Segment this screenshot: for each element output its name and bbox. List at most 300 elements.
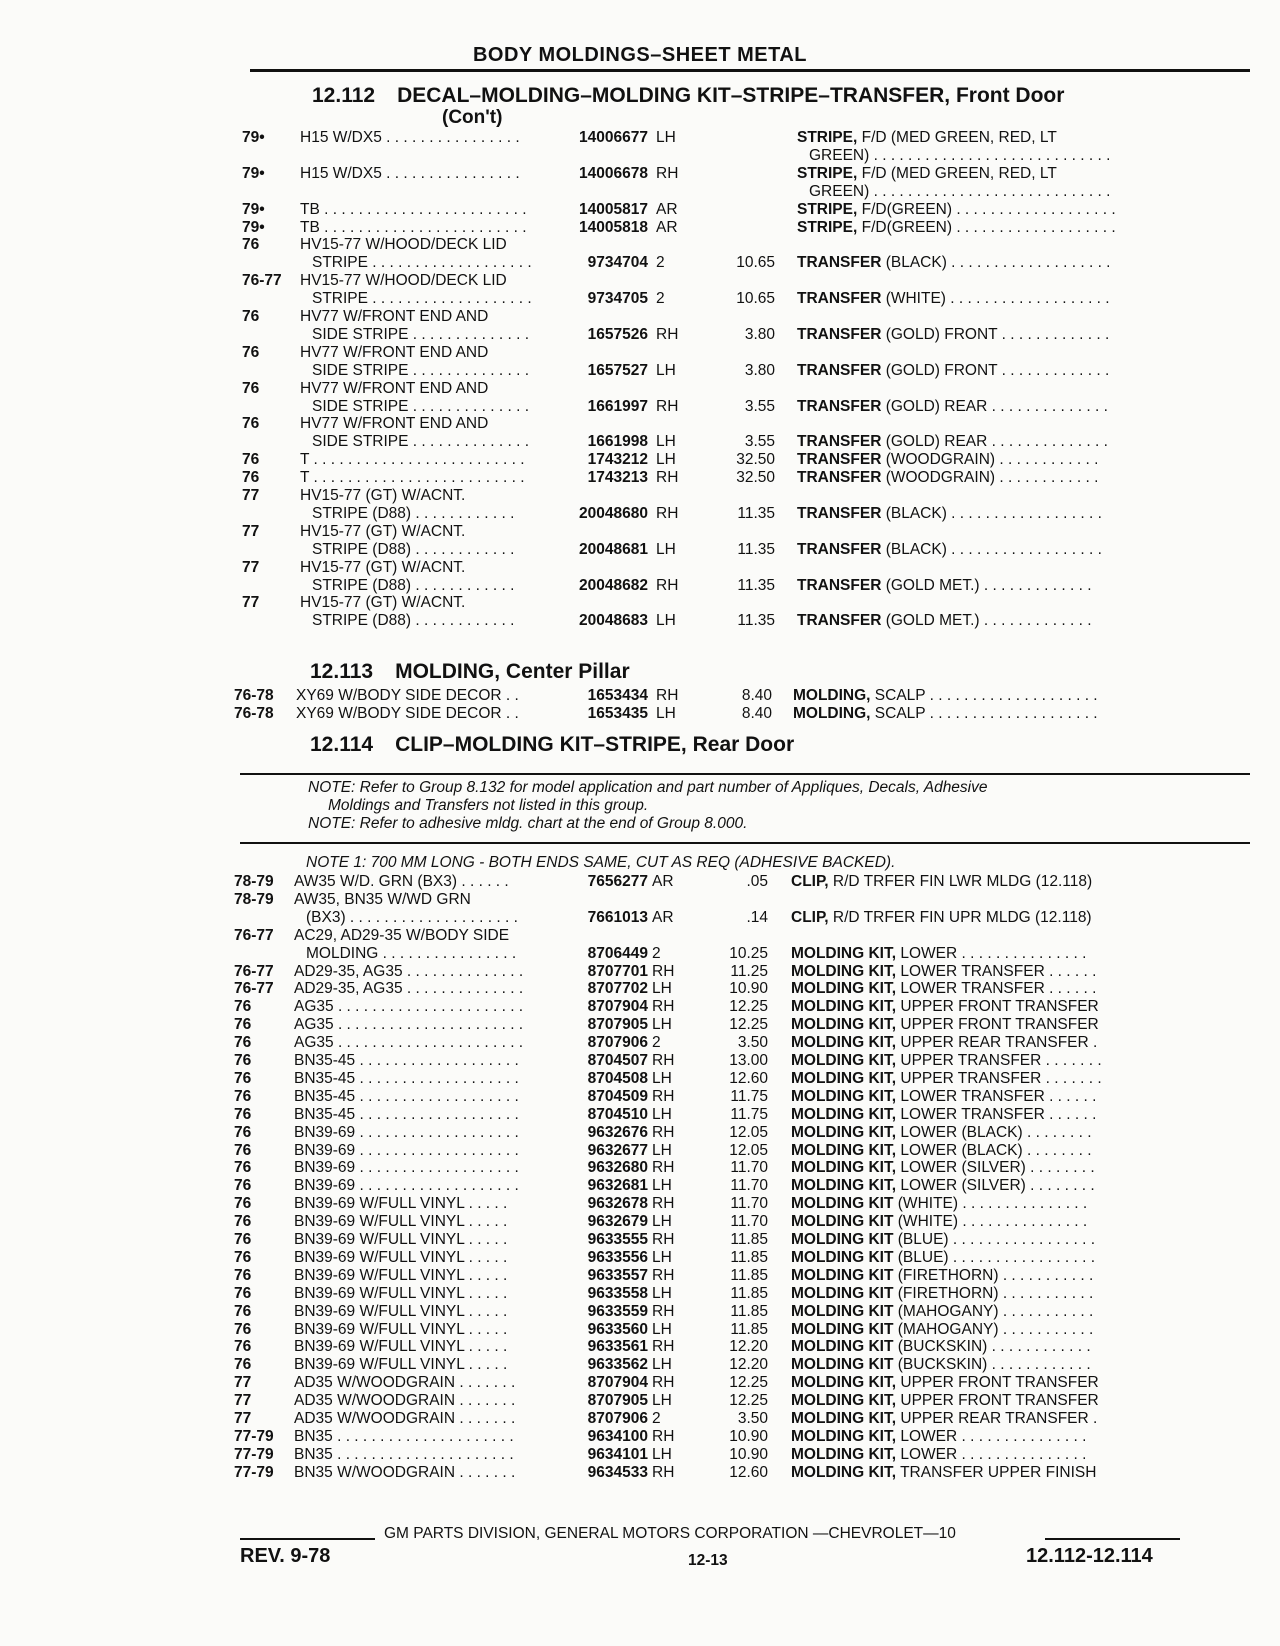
price: 12.05	[729, 1141, 768, 1159]
table-row	[0, 593, 1280, 612]
description-continuation	[0, 146, 1280, 165]
table-row	[0, 1087, 1280, 1106]
description-detail: (MAHOGANY) . . . . . . . . . . .	[893, 1302, 1094, 1320]
application: HV15-77 W/HOOD/DECK LID	[300, 272, 507, 290]
description-keyword: STRIPE,	[797, 129, 858, 146]
model-year: 76	[234, 1123, 252, 1141]
table-row	[0, 468, 1280, 487]
table-row	[0, 1302, 1280, 1321]
model-year: 76	[234, 1356, 252, 1374]
model-year: 77	[242, 558, 260, 576]
price: 11.85	[730, 1302, 768, 1320]
application: AD35 W/WOODGRAIN . . . . . . .	[294, 1392, 516, 1410]
description-keyword: MOLDING KIT	[791, 1338, 894, 1356]
part-number: 9632678	[587, 1195, 648, 1213]
part-number: 9632681	[587, 1177, 648, 1195]
description-detail: UPPER FRONT TRANSFER	[896, 1374, 1099, 1392]
description-detail: (GOLD) REAR . . . . . . . . . . . . . .	[881, 397, 1108, 415]
price: 11.70	[730, 1213, 768, 1231]
table-row	[0, 450, 1280, 469]
description	[791, 1373, 1143, 1392]
part-number: 8707701	[587, 962, 648, 980]
description-detail: (BUCKSKIN) . . . . . . . . . . . .	[893, 1356, 1091, 1374]
price: 3.50	[737, 1410, 768, 1427]
application: BN39-69 W/FULL VINYL . . . . .	[294, 1320, 508, 1338]
price: 3.50	[737, 1034, 768, 1052]
quantity: RH	[656, 325, 679, 343]
application: AD35 W/WOODGRAIN . . . . . . .	[294, 1374, 516, 1392]
part-number: 8707906	[587, 1034, 648, 1052]
part-number: 9633555	[587, 1231, 648, 1248]
table-row	[0, 379, 1280, 398]
part-number: 9633562	[587, 1356, 648, 1374]
application-continued: STRIPE (D88) . . . . . . . . . . . .	[312, 612, 515, 630]
description-keyword: MOLDING KIT	[791, 1356, 894, 1374]
table-row	[0, 558, 1280, 577]
part-number: 1743213	[587, 469, 648, 487]
table-row	[0, 414, 1280, 433]
description-keyword: TRANSFER	[797, 433, 882, 451]
application: AD35 W/WOODGRAIN . . . . . . .	[294, 1410, 516, 1427]
description	[791, 1320, 1143, 1339]
price: 11.35	[737, 612, 775, 630]
description-keyword: TRANSFER	[797, 451, 882, 469]
footer-section-range: 12.112-12.114	[1026, 1545, 1153, 1567]
description-keyword: MOLDING KIT,	[791, 1177, 897, 1195]
quantity: RH	[652, 998, 675, 1016]
section-title: CLIP–MOLDING KIT–STRIPE, Rear Door	[395, 733, 795, 756]
price: 12.05	[729, 1123, 768, 1141]
application: BN39-69 W/FULL VINYL . . . . .	[294, 1195, 508, 1213]
section-number: 12.114	[310, 733, 374, 756]
application-continued: STRIPE (D88) . . . . . . . . . . . .	[312, 504, 515, 522]
model-year: 76	[242, 236, 260, 254]
model-year: 76	[234, 998, 252, 1016]
application: H15 W/DX5 . . . . . . . . . . . . . . . .	[300, 164, 520, 182]
quantity: RH	[652, 1052, 675, 1069]
application: BN39-69 W/FULL VINYL . . . . .	[294, 1248, 508, 1266]
description-detail-continued: GREEN) . . . . . . . . . . . . . . . . . . . . . . . . . . . .	[809, 182, 1111, 200]
model-year: 76-77	[242, 272, 282, 290]
price: 11.25	[730, 962, 768, 980]
part-number: 9633558	[587, 1284, 648, 1302]
model-year: 76	[234, 1338, 252, 1356]
description-keyword: MOLDING KIT,	[791, 944, 897, 962]
quantity: RH	[652, 1123, 675, 1141]
description	[791, 979, 1143, 998]
application-continued: STRIPE . . . . . . . . . . . . . . . . . . .	[312, 254, 532, 272]
price: 11.35	[737, 504, 775, 522]
table-row	[0, 164, 1280, 183]
model-year: 77	[242, 594, 260, 612]
model-year: 76	[234, 1069, 252, 1087]
table-row	[0, 1409, 1280, 1428]
quantity: 2	[652, 944, 661, 962]
part-number: 9633557	[587, 1266, 648, 1284]
quantity: LH	[652, 1248, 672, 1266]
description-keyword: MOLDING KIT,	[791, 1392, 897, 1410]
description-keyword: MOLDING KIT,	[791, 1410, 897, 1427]
description	[791, 1248, 1143, 1267]
application: TB . . . . . . . . . . . . . . . . . . . . . . . .	[300, 218, 527, 236]
part-number: 1743212	[587, 451, 648, 469]
table-row	[0, 1194, 1280, 1213]
description-detail: LOWER TRANSFER . . . . . .	[896, 1105, 1097, 1123]
description	[791, 908, 1143, 927]
price: 12.25	[729, 998, 768, 1016]
footer-rule-right	[1045, 1538, 1180, 1540]
description-keyword: MOLDING KIT,	[791, 980, 897, 998]
model-year: 77-79	[234, 1427, 274, 1445]
description-keyword: MOLDING KIT	[791, 1248, 894, 1266]
application: H15 W/DX5 . . . . . . . . . . . . . . . .	[300, 129, 520, 146]
quantity: AR	[656, 200, 678, 218]
price: 11.85	[730, 1320, 768, 1338]
model-year: 76	[234, 1248, 252, 1266]
part-number: 8704509	[587, 1087, 648, 1105]
description-keyword: MOLDING KIT,	[791, 1463, 897, 1481]
description-keyword: MOLDING KIT,	[791, 1123, 897, 1141]
description-keyword: TRANSFER	[797, 361, 882, 379]
model-year: 76-77	[234, 926, 274, 944]
price: 11.70	[730, 1177, 768, 1195]
application: BN39-69 W/FULL VINYL . . . . .	[294, 1302, 508, 1320]
table-row-continuation	[0, 504, 1280, 523]
description-detail: (BLACK) . . . . . . . . . . . . . . . . . . .	[881, 254, 1111, 272]
description-keyword: MOLDING KIT	[791, 1195, 894, 1213]
application: HV15-77 (GT) W/ACNT.	[300, 487, 466, 504]
notes-bottom-rule	[240, 842, 1250, 844]
table-row	[0, 1015, 1280, 1034]
description-detail: (GOLD) REAR . . . . . . . . . . . . . .	[881, 433, 1108, 451]
part-number: 8707702	[587, 980, 648, 998]
part-number: 14006678	[579, 164, 648, 182]
description-detail: SCALP . . . . . . . . . . . . . . . . . . . .	[870, 687, 1098, 704]
quantity: RH	[652, 1266, 675, 1284]
price: 12.20	[729, 1356, 768, 1374]
table-row	[0, 200, 1280, 219]
description	[797, 468, 1147, 487]
model-year: 76	[242, 379, 260, 397]
model-year: 76	[234, 1052, 252, 1069]
description-detail-continued: GREEN) . . . . . . . . . . . . . . . . . . . . . . . . . . . .	[809, 146, 1111, 164]
description-detail: LOWER (BLACK) . . . . . . . .	[896, 1141, 1092, 1159]
price: 11.85	[730, 1231, 768, 1248]
description-keyword: MOLDING,	[793, 705, 871, 722]
part-number: 20048681	[579, 540, 648, 558]
description-keyword: MOLDING KIT,	[791, 1445, 897, 1463]
footer-rule-left	[240, 1538, 375, 1540]
model-year: 79•	[242, 218, 265, 236]
price: 10.25	[729, 944, 768, 962]
description-keyword: TRANSFER	[797, 540, 882, 558]
description	[797, 200, 1147, 219]
table-row	[0, 1230, 1280, 1249]
model-year: 76	[242, 415, 260, 433]
price: 12.25	[729, 1392, 768, 1410]
model-year: 79•	[242, 129, 265, 146]
description-keyword: TRANSFER	[797, 325, 882, 343]
price: 12.25	[729, 1374, 768, 1392]
description-keyword: MOLDING KIT,	[791, 1105, 897, 1123]
description	[791, 1051, 1143, 1070]
quantity: 2	[652, 1034, 661, 1052]
table-row-continuation	[0, 908, 1280, 927]
table-row	[0, 1033, 1280, 1052]
part-number: 14006677	[579, 129, 648, 146]
model-year: 76	[234, 1034, 252, 1052]
part-number: 1657526	[587, 325, 648, 343]
model-year: 76	[234, 1302, 252, 1320]
price: 11.70	[730, 1159, 768, 1177]
part-number: 1653435	[587, 705, 648, 722]
model-year: 77	[234, 1410, 252, 1427]
table-row-continuation	[0, 361, 1280, 380]
description	[791, 1141, 1143, 1160]
price: 10.90	[729, 1445, 768, 1463]
description-detail: LOWER . . . . . . . . . . . . . . .	[896, 1427, 1087, 1445]
part-number: 9634533	[587, 1463, 648, 1481]
description	[791, 944, 1143, 963]
application: BN39-69 . . . . . . . . . . . . . . . . . . .	[294, 1177, 519, 1195]
price: 10.90	[729, 980, 768, 998]
table-row	[0, 1212, 1280, 1231]
model-year: 76	[234, 1087, 252, 1105]
table-row	[0, 271, 1280, 290]
description	[791, 962, 1143, 981]
footer-page-number: 12-13	[688, 1552, 728, 1569]
description	[797, 450, 1147, 469]
description-detail: (BLUE) . . . . . . . . . . . . . . . . .	[893, 1231, 1096, 1248]
price: 11.70	[730, 1195, 768, 1213]
price: 8.40	[741, 687, 772, 704]
section-title: MOLDING, Center Pillar	[395, 660, 630, 683]
price: 12.20	[729, 1338, 768, 1356]
description-detail: LOWER (BLACK) . . . . . . . .	[896, 1123, 1092, 1141]
description-detail: (FIRETHORN) . . . . . . . . . . .	[893, 1266, 1094, 1284]
description-keyword: TRANSFER	[797, 397, 882, 415]
table-row	[0, 1158, 1280, 1177]
application: TB . . . . . . . . . . . . . . . . . . . . . . . .	[300, 200, 527, 218]
table-row-continuation	[0, 944, 1280, 963]
quantity: RH	[652, 1159, 675, 1177]
description-detail: (GOLD MET.) . . . . . . . . . . . . .	[881, 576, 1092, 594]
page-header-title: BODY MOLDINGS–SHEET METAL	[472, 44, 807, 66]
description-detail: (WHITE) . . . . . . . . . . . . . . .	[893, 1195, 1088, 1213]
part-number: 8704510	[587, 1105, 648, 1123]
part-number: 8704508	[587, 1069, 648, 1087]
quantity: LH	[652, 1392, 672, 1410]
table-row	[0, 522, 1280, 541]
quantity: 2	[652, 1410, 661, 1427]
model-year: 76-77	[234, 962, 274, 980]
part-number: 1661997	[587, 397, 648, 415]
part-number: 9632679	[587, 1213, 648, 1231]
description	[797, 432, 1147, 451]
quantity: RH	[656, 504, 679, 522]
description-keyword: MOLDING KIT,	[791, 962, 897, 980]
application: HV15-77 (GT) W/ACNT.	[300, 522, 466, 540]
quantity: LH	[656, 433, 676, 451]
price: 12.60	[729, 1463, 768, 1481]
description-detail: LOWER TRANSFER . . . . . .	[896, 962, 1097, 980]
table-row	[0, 235, 1280, 254]
part-number: 9632677	[587, 1141, 648, 1159]
description	[797, 361, 1147, 380]
description	[797, 164, 1147, 183]
quantity: RH	[656, 469, 679, 487]
table-row	[0, 686, 1280, 705]
application: BN39-69 W/FULL VINYL . . . . .	[294, 1356, 508, 1374]
table-row-continuation	[0, 611, 1280, 630]
note-1: NOTE 1: 700 MM LONG - BOTH ENDS SAME, CUT AS REQ (ADHESIVE BACKED).	[306, 854, 896, 871]
table-row	[0, 1445, 1280, 1464]
description-detail: UPPER FRONT TRANSFER	[896, 1392, 1099, 1410]
part-number: 1657527	[587, 361, 648, 379]
model-year: 76	[234, 1231, 252, 1248]
description	[797, 325, 1147, 344]
description	[791, 1409, 1143, 1428]
part-number: 8707905	[587, 1392, 648, 1410]
part-number: 8707906	[587, 1410, 648, 1427]
description-detail: UPPER FRONT TRANSFER	[896, 998, 1099, 1016]
header-rule	[250, 69, 1250, 72]
table-row	[0, 1373, 1280, 1392]
part-number: 9634100	[587, 1427, 648, 1445]
part-number: 1661998	[587, 433, 648, 451]
part-number: 8704507	[587, 1052, 648, 1069]
model-year: 76	[234, 1016, 252, 1034]
price: 11.85	[730, 1284, 768, 1302]
description-detail: LOWER TRANSFER . . . . . .	[896, 1087, 1097, 1105]
section-subtitle: (Con't)	[442, 107, 503, 128]
table-row	[0, 1463, 1280, 1482]
table-row-continuation	[0, 540, 1280, 559]
description	[791, 1194, 1143, 1213]
quantity: RH	[652, 1087, 675, 1105]
model-year: 76-77	[234, 980, 274, 998]
quantity: LH	[652, 1284, 672, 1302]
description-keyword: MOLDING KIT	[791, 1213, 894, 1231]
quantity: LH	[652, 1016, 672, 1034]
model-year: 76	[234, 1284, 252, 1302]
description	[797, 218, 1147, 237]
part-number: 9633560	[587, 1320, 648, 1338]
table-row-continuation	[0, 432, 1280, 451]
model-year: 77-79	[234, 1445, 274, 1463]
description-keyword: TRANSFER	[797, 469, 882, 487]
description-continuation	[0, 182, 1280, 201]
model-year: 77-79	[234, 1463, 274, 1481]
description-detail: LOWER (SILVER) . . . . . . . .	[896, 1159, 1095, 1177]
table-row	[0, 1391, 1280, 1410]
table-row	[0, 1337, 1280, 1356]
description-detail: (GOLD) FRONT . . . . . . . . . . . . .	[881, 361, 1110, 379]
description	[797, 576, 1147, 595]
application: BN39-69 W/FULL VINYL . . . . .	[294, 1213, 508, 1231]
table-row	[0, 307, 1280, 326]
part-number: 8707905	[587, 1016, 648, 1034]
price: 12.25	[729, 1016, 768, 1034]
application: BN39-69 . . . . . . . . . . . . . . . . . . .	[294, 1123, 519, 1141]
application: AG35 . . . . . . . . . . . . . . . . . . . . . .	[294, 1034, 524, 1052]
description	[791, 1087, 1143, 1106]
description-detail: (FIRETHORN) . . . . . . . . . . .	[893, 1284, 1094, 1302]
part-number: 8707904	[587, 998, 648, 1016]
description	[791, 997, 1143, 1016]
application: BN39-69 . . . . . . . . . . . . . . . . . . .	[294, 1141, 519, 1159]
application: BN35-45 . . . . . . . . . . . . . . . . . . .	[294, 1087, 519, 1105]
table-row	[0, 1355, 1280, 1374]
description-detail: (WOODGRAIN) . . . . . . . . . . . .	[881, 469, 1099, 487]
table-row-continuation	[0, 289, 1280, 308]
application-continued: MOLDING . . . . . . . . . . . . . . . .	[306, 944, 517, 962]
model-year: 76	[234, 1177, 252, 1195]
table-row	[0, 1051, 1280, 1070]
quantity: RH	[652, 1427, 675, 1445]
description	[797, 128, 1147, 147]
description-detail: LOWER . . . . . . . . . . . . . . .	[896, 1445, 1087, 1463]
table-row-continuation	[0, 576, 1280, 595]
model-year: 76	[234, 1141, 252, 1159]
model-year: 76	[242, 308, 260, 325]
description-detail: (WHITE) . . . . . . . . . . . . . . . . . . .	[881, 290, 1110, 308]
application: BN35-45 . . . . . . . . . . . . . . . . . . .	[294, 1069, 519, 1087]
quantity: AR	[656, 218, 678, 236]
quantity: RH	[652, 1463, 675, 1481]
application: AG35 . . . . . . . . . . . . . . . . . . . . . .	[294, 998, 524, 1016]
note-line: Moldings and Transfers not listed in this group.	[328, 797, 649, 814]
price: 13.00	[729, 1052, 768, 1069]
table-row	[0, 890, 1280, 909]
part-number: 9633559	[587, 1302, 648, 1320]
price: 11.75	[730, 1087, 768, 1105]
part-number: 9734705	[587, 290, 648, 308]
table-row	[0, 926, 1280, 945]
description	[791, 1105, 1143, 1124]
quantity: LH	[652, 1141, 672, 1159]
quantity: RH	[652, 1338, 675, 1356]
price: 3.80	[744, 361, 775, 379]
price: 3.80	[744, 325, 775, 343]
description	[797, 289, 1147, 308]
description-detail: R/D TRFER FIN LWR MLDG (12.118)	[828, 873, 1093, 890]
description-detail: (BLACK) . . . . . . . . . . . . . . . . . .	[881, 540, 1102, 558]
model-year: 76	[242, 451, 260, 469]
quantity: LH	[656, 129, 676, 146]
model-year: 76	[234, 1266, 252, 1284]
description-detail: UPPER REAR TRANSFER .	[896, 1034, 1098, 1052]
quantity: LH	[656, 451, 676, 469]
model-year: 76	[234, 1159, 252, 1177]
table-row-continuation	[0, 325, 1280, 344]
description	[793, 686, 1145, 705]
quantity: RH	[652, 1231, 675, 1248]
price: 11.85	[730, 1266, 768, 1284]
description-detail: UPPER TRANSFER . . . . . . .	[896, 1052, 1102, 1069]
description	[797, 397, 1147, 416]
description-keyword: TRANSFER	[797, 612, 882, 630]
description	[791, 1337, 1143, 1356]
quantity: LH	[652, 1177, 672, 1195]
model-year: 76	[234, 1213, 252, 1231]
application: T . . . . . . . . . . . . . . . . . . . . . . . . .	[300, 451, 525, 469]
quantity: LH	[652, 1320, 672, 1338]
model-year: 76-78	[234, 687, 274, 704]
description	[791, 1302, 1143, 1321]
description	[791, 1284, 1143, 1303]
part-number: 8706449	[587, 944, 648, 962]
